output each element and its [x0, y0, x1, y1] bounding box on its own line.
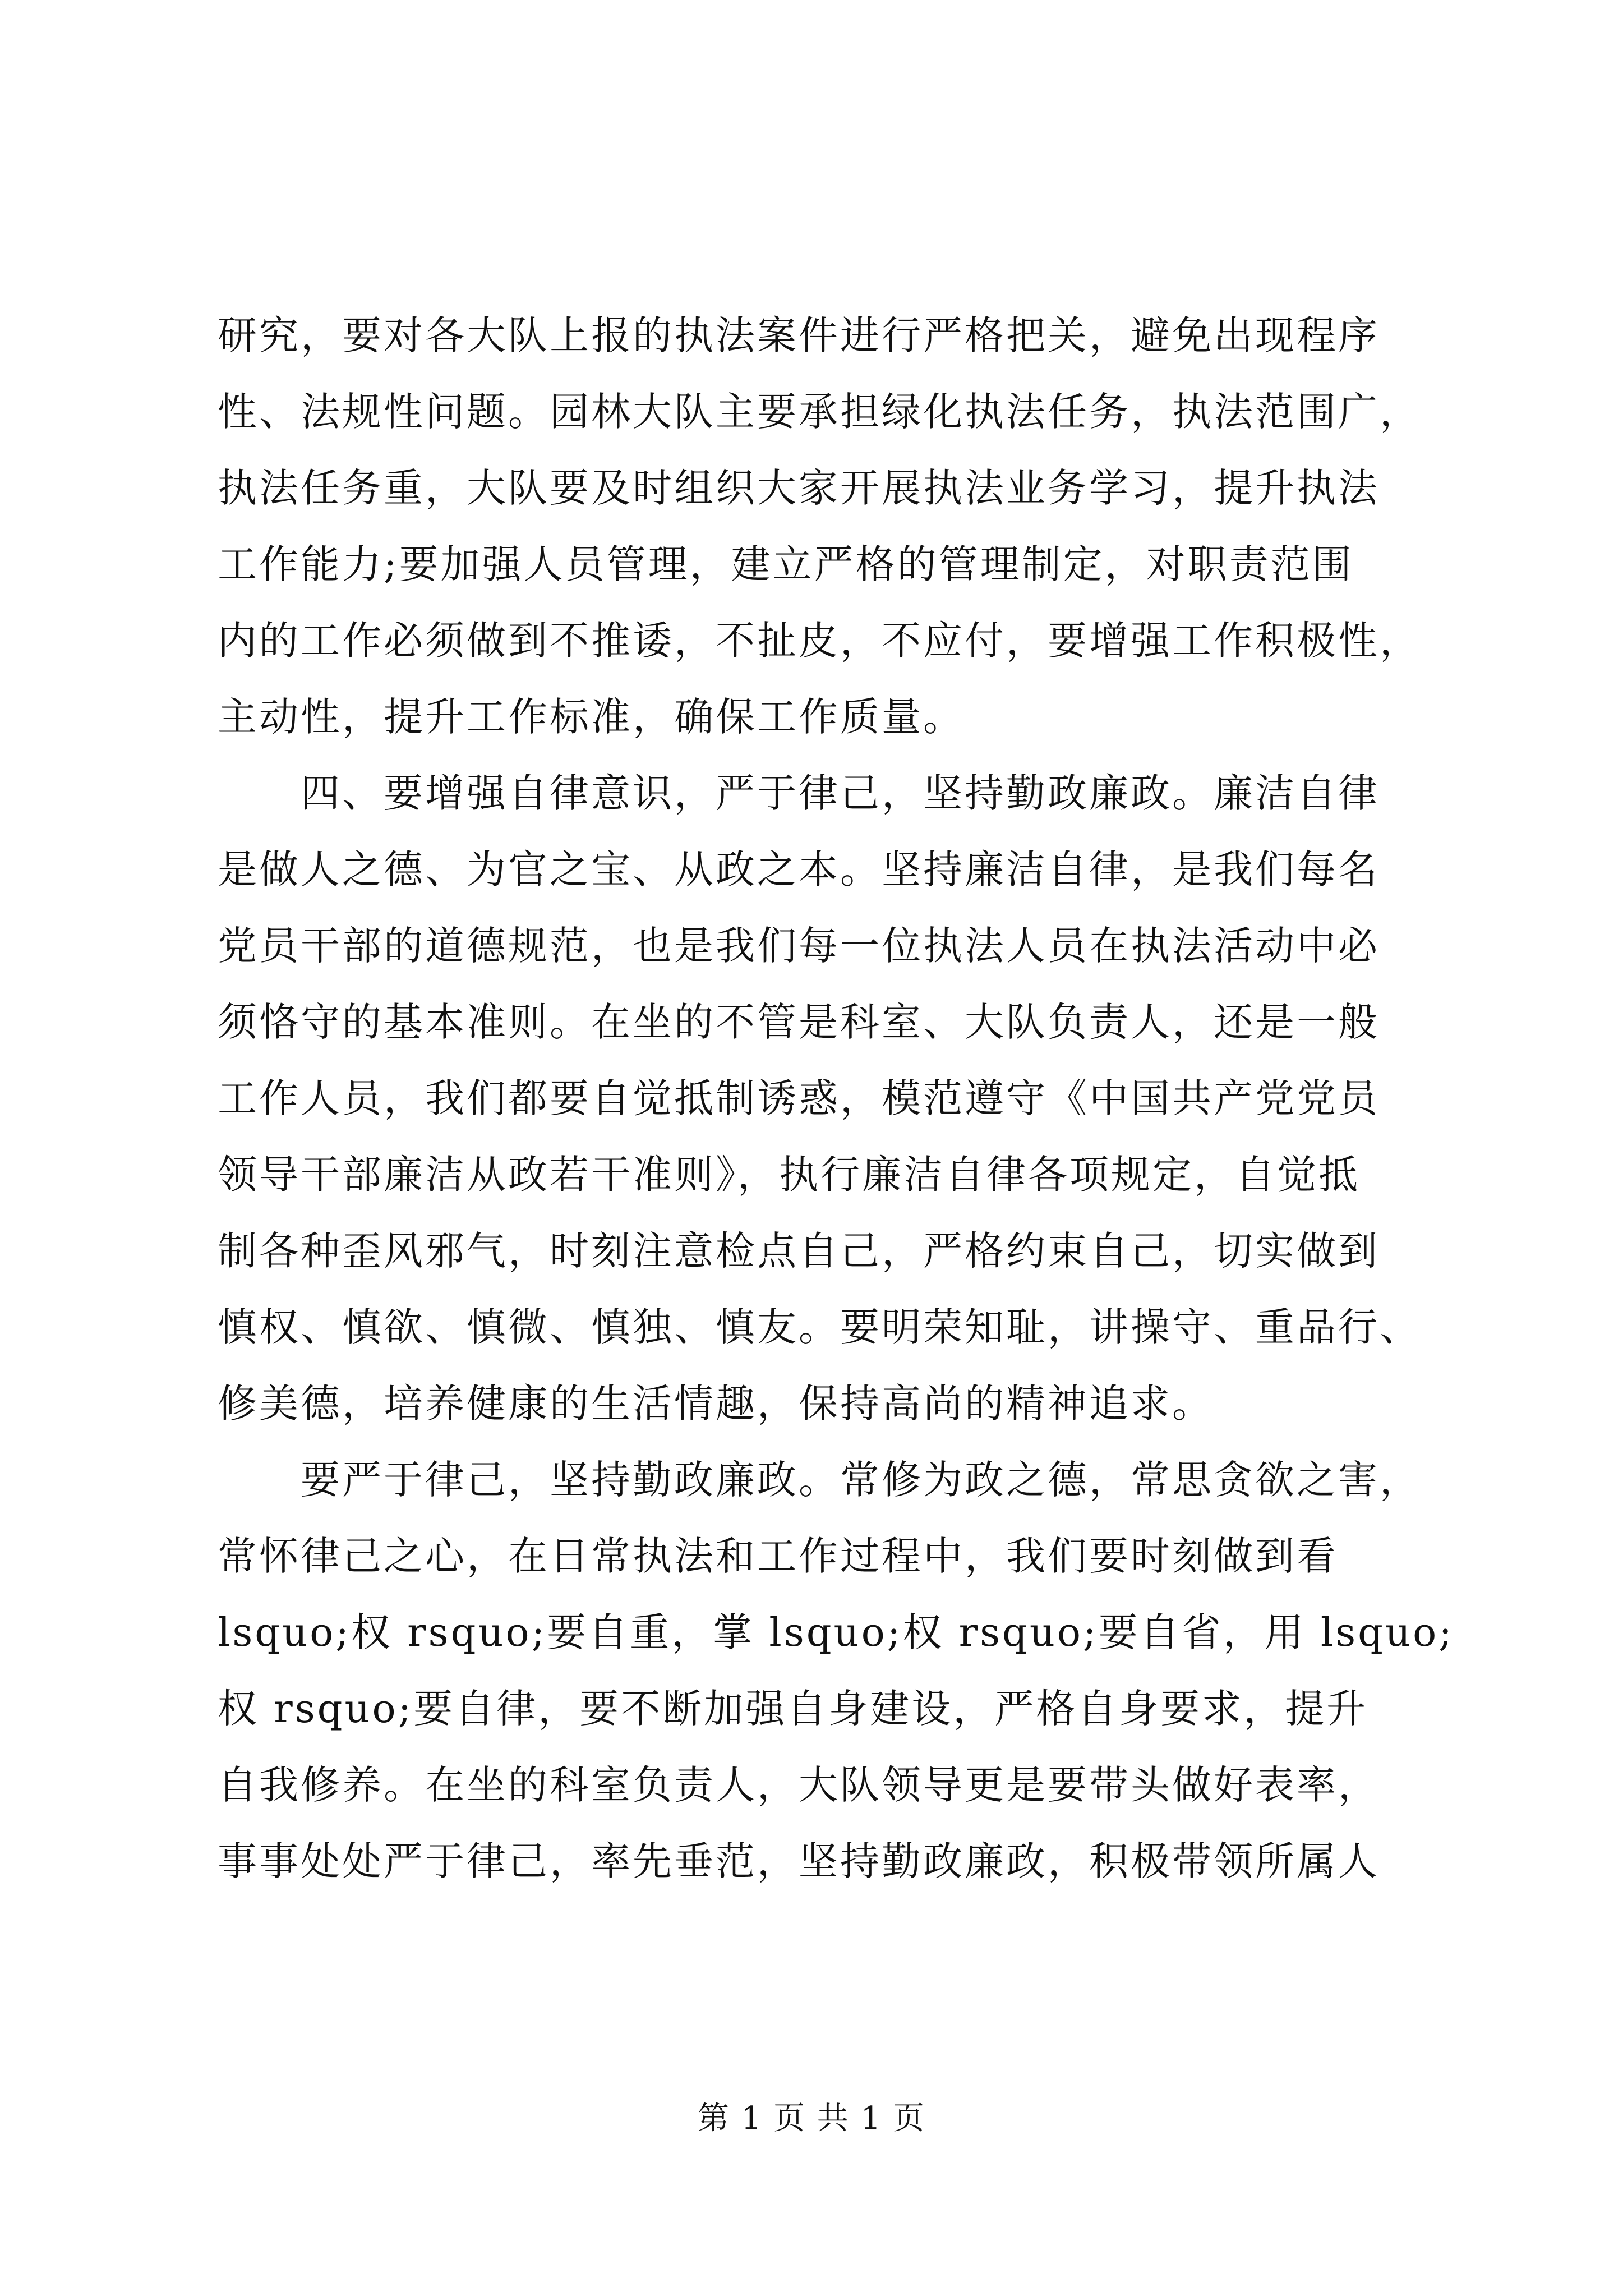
text-line: 性、法规性问题。园林大队主要承担绿化执法任务，执法范围广，: [218, 389, 1421, 435]
page-number: 第 1 页 共 1 页: [697, 2100, 926, 2137]
text-line: 研究，要对各大队上报的执法案件进行严格把关，避免出现程序: [218, 312, 1380, 358]
text-line: 自我修养。在坐的科室负责人，大队领导更是要带头做好表率，: [218, 1762, 1380, 1808]
text-line: 是做人之德、为官之宝、从政之本。坚持廉洁自律，是我们每名: [218, 846, 1380, 892]
text-line: 慎权、慎欲、慎微、慎独、慎友。要明荣知耻，讲操守、重品行、: [218, 1304, 1421, 1350]
text-line: 四、要增强自律意识，严于律己，坚持勤政廉政。廉洁自律: [218, 770, 1380, 816]
text-line: 制各种歪风邪气，时刻注意检点自己，严格约束自己，切实做到: [218, 1228, 1380, 1274]
text-line: 内的工作必须做到不推诿，不扯皮，不应付，要增强工作积极性，: [218, 618, 1421, 664]
text-line: 党员干部的道德规范，也是我们每一位执法人员在执法活动中必: [218, 923, 1380, 969]
text-line: 权 rsquo;要自律，要不断加强自身建设，严格自身要求，提升: [218, 1686, 1368, 1732]
text-line: 工作人员，我们都要自觉抵制诱惑，模范遵守《中国共产党党员: [218, 1075, 1380, 1121]
text-line: 事事处处严于律己，率先垂范，坚持勤政廉政，积极带领所属人: [218, 1838, 1380, 1884]
text-line: 修美德，培养健康的生活情趣，保持高尚的精神追求。: [218, 1381, 1214, 1427]
text-line: 须恪守的基本准则。在坐的不管是科室、大队负责人，还是一般: [218, 999, 1380, 1045]
text-line: 工作能力;要加强人员管理，建立严格的管理制定，对职责范围: [218, 541, 1354, 587]
text-line: lsquo;权 rsquo;要自重，掌 lsquo;权 rsquo;要自省，用 lsquo;: [218, 1609, 1454, 1655]
text-line: 领导干部廉洁从政若干准则》，执行廉洁自律各项规定，自觉抵: [218, 1152, 1360, 1198]
document-body: [218, 297, 1454, 1899]
text-line: 要严于律己，坚持勤政廉政。常修为政之德，常思贪欲之害，: [218, 1457, 1421, 1503]
text-line: 主动性，提升工作标准，确保工作质量。: [218, 694, 965, 740]
text-line: 执法任务重，大队要及时组织大家开展执法业务学习，提升执法: [218, 465, 1380, 511]
text-line: 常怀律己之心，在日常执法和工作过程中，我们要时刻做到看: [218, 1533, 1338, 1579]
page-footer: [0, 2099, 1623, 2138]
